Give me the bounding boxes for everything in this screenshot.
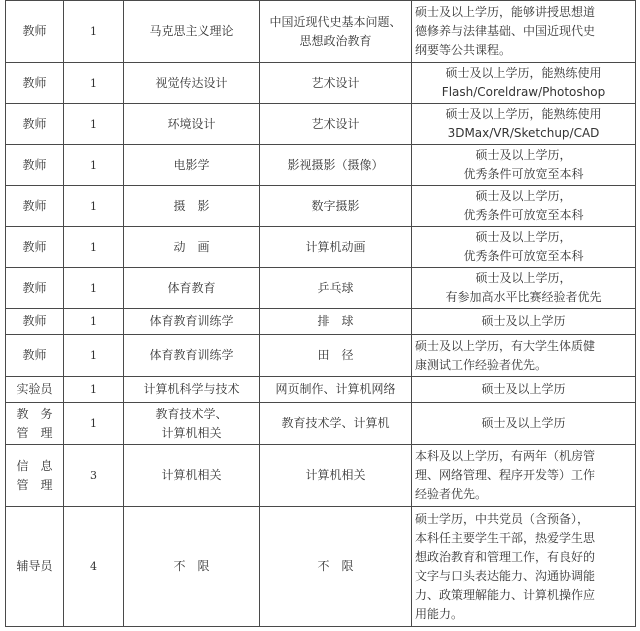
table-row — [6, 377, 636, 403]
count-cell: 1 — [64, 63, 124, 104]
post-cell: 教师 — [6, 145, 64, 186]
requirement-cell: 硕士及以上学历，能熟练使用 3DMax/VR/Sketchup/CAD — [412, 104, 636, 145]
post-cell: 教师 — [6, 1, 64, 63]
requirement-cell: 硕士及以上学历 — [412, 403, 636, 445]
major-cell: 不 限 — [124, 507, 260, 627]
requirement-cell: 硕士及以上学历， 优秀条件可放宽至本科 — [412, 145, 636, 186]
post-cell: 教师 — [6, 104, 64, 145]
major-cell: 体育教育训练学 — [124, 309, 260, 335]
major-cell: 电影学 — [124, 145, 260, 186]
post-cell: 辅导员 — [6, 507, 64, 627]
count-cell: 1 — [64, 145, 124, 186]
research-cell: 计算机相关 — [260, 445, 412, 507]
count-cell: 1 — [64, 377, 124, 403]
table-row — [6, 145, 636, 186]
table-row — [6, 268, 636, 309]
recruitment-table-container — [5, 0, 636, 627]
research-cell: 艺术设计 — [260, 63, 412, 104]
table-row — [6, 403, 636, 445]
major-cell: 动 画 — [124, 227, 260, 268]
research-cell: 不 限 — [260, 507, 412, 627]
count-cell: 3 — [64, 445, 124, 507]
research-cell: 乒乓球 — [260, 268, 412, 309]
table-row — [6, 445, 636, 507]
research-cell: 计算机动画 — [260, 227, 412, 268]
research-cell: 中国近现代史基本问题、 思想政治教育 — [260, 1, 412, 63]
recruitment-table — [5, 0, 636, 627]
table-row — [6, 1, 636, 63]
research-cell: 网页制作、计算机网络 — [260, 377, 412, 403]
count-cell: 1 — [64, 268, 124, 309]
major-cell: 体育教育训练学 — [124, 335, 260, 377]
post-cell: 教师 — [6, 227, 64, 268]
requirement-cell: 硕士学历，中共党员（含预备）， 本科任主要学生干部，热爱学生思 想政治教育和管理工作，有良好的 文字与口头表达能力、沟通协调能 力、政策理解能力、计算机操作应 用能力。 — [412, 507, 636, 627]
post-cell: 教 务 管 理 — [6, 403, 64, 445]
requirement-cell: 硕士及以上学历， 优秀条件可放宽至本科 — [412, 186, 636, 227]
major-cell: 马克思主义理论 — [124, 1, 260, 63]
requirement-cell: 硕士及以上学历， 优秀条件可放宽至本科 — [412, 227, 636, 268]
major-cell: 体育教育 — [124, 268, 260, 309]
requirement-cell: 硕士及以上学历， 有参加高水平比赛经验者优先 — [412, 268, 636, 309]
table-row — [6, 186, 636, 227]
major-cell: 计算机相关 — [124, 445, 260, 507]
count-cell: 1 — [64, 403, 124, 445]
table-row — [6, 335, 636, 377]
research-cell: 数字摄影 — [260, 186, 412, 227]
post-cell: 教师 — [6, 63, 64, 104]
post-cell: 教师 — [6, 335, 64, 377]
requirement-cell: 硕士及以上学历 — [412, 309, 636, 335]
research-cell: 艺术设计 — [260, 104, 412, 145]
research-cell: 田 径 — [260, 335, 412, 377]
research-cell: 影视摄影（摄像） — [260, 145, 412, 186]
table-row — [6, 227, 636, 268]
post-cell: 教师 — [6, 309, 64, 335]
table-row — [6, 104, 636, 145]
major-cell: 教育技术学、 计算机相关 — [124, 403, 260, 445]
count-cell: 1 — [64, 104, 124, 145]
major-cell: 摄 影 — [124, 186, 260, 227]
requirement-cell: 硕士及以上学历，能熟练使用 Flash/Coreldraw/Photoshop — [412, 63, 636, 104]
major-cell: 环境设计 — [124, 104, 260, 145]
count-cell: 1 — [64, 186, 124, 227]
post-cell: 实验员 — [6, 377, 64, 403]
major-cell: 视觉传达设计 — [124, 63, 260, 104]
count-cell: 1 — [64, 227, 124, 268]
table-row — [6, 507, 636, 627]
requirement-cell: 本科及以上学历，有两年（机房管 理、网络管理、程序开发等）工作 经验者优先。 — [412, 445, 636, 507]
count-cell: 4 — [64, 507, 124, 627]
post-cell: 教师 — [6, 268, 64, 309]
requirement-cell: 硕士及以上学历，能够讲授思想道 德修养与法律基础、中国近现代史 纲要等公共课程。 — [412, 1, 636, 63]
count-cell: 1 — [64, 335, 124, 377]
requirement-cell: 硕士及以上学历，有大学生体质健 康测试工作经验者优先。 — [412, 335, 636, 377]
post-cell: 信 息 管 理 — [6, 445, 64, 507]
table-row — [6, 309, 636, 335]
count-cell: 1 — [64, 1, 124, 63]
research-cell: 教育技术学、计算机 — [260, 403, 412, 445]
research-cell: 排 球 — [260, 309, 412, 335]
table-row — [6, 63, 636, 104]
post-cell: 教师 — [6, 186, 64, 227]
count-cell: 1 — [64, 309, 124, 335]
major-cell: 计算机科学与技术 — [124, 377, 260, 403]
requirement-cell: 硕士及以上学历 — [412, 377, 636, 403]
